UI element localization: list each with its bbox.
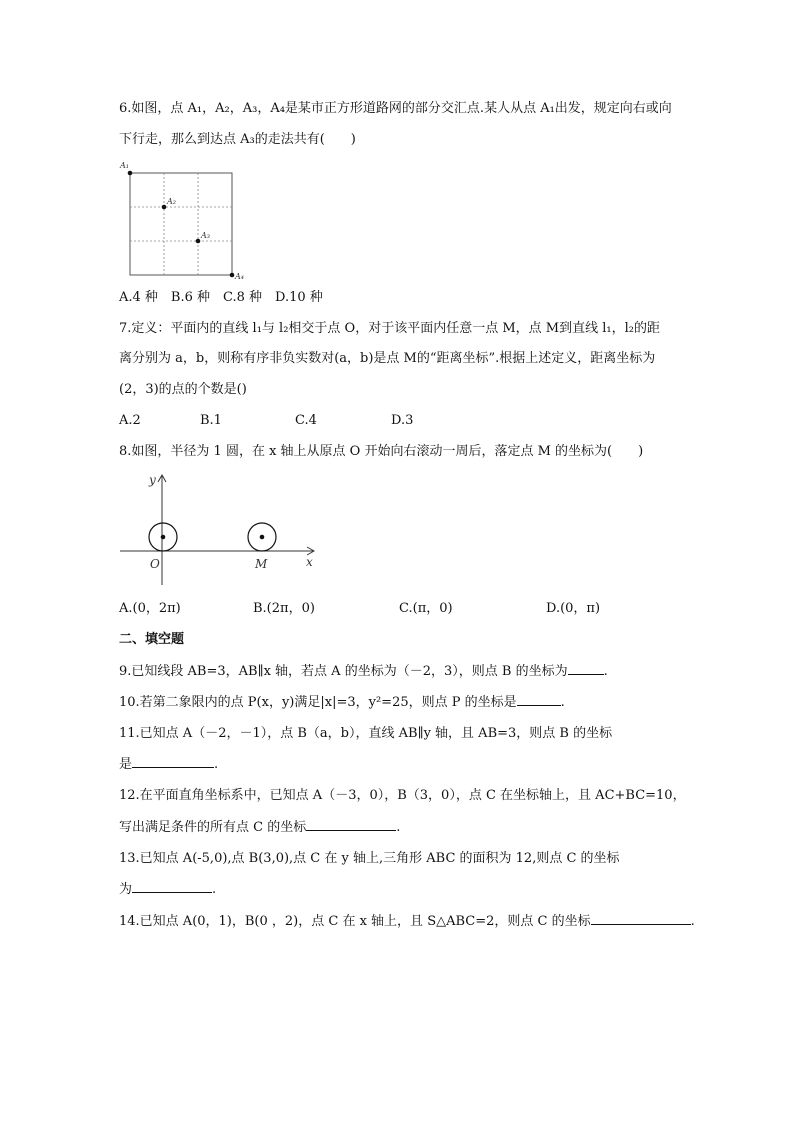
q7-option-c: C.4 <box>295 413 317 428</box>
q12-end: . <box>396 820 401 835</box>
q13-answer-blank[interactable] <box>132 880 212 893</box>
q8-circle-figure <box>115 470 325 590</box>
q9-answer-blank[interactable] <box>568 662 604 675</box>
q14-answer-blank[interactable] <box>591 912 691 925</box>
q7-line2: 离分别为 a，b，则称有序非负实数对(a，b)是点 M的“距离坐标”.根据上述定义，距离坐标为 <box>119 351 656 366</box>
grid-border <box>130 173 232 275</box>
q12-text: 写出满足条件的所有点 C 的坐标 <box>119 820 307 835</box>
q11-line2 <box>119 755 218 774</box>
q13-end: . <box>212 882 217 897</box>
circle-m-center-dot <box>260 535 265 540</box>
point-a1 <box>128 171 133 176</box>
q7-option-b: B.1 <box>200 413 222 428</box>
q7-line3: (2，3)的点的个数是() <box>119 382 247 397</box>
q7-option-a: A.2 <box>119 413 141 428</box>
q8-option-a: A.(0，2π) <box>119 601 181 616</box>
point-a3 <box>196 239 201 244</box>
q8-line1: 8.如图，半径为 1 圆，在 x 轴上从原点 O 开始向右滚动一周后，落定点 M 的坐标为( ) <box>119 444 644 459</box>
circle-center-dot <box>161 535 166 540</box>
q9-text: 9.已知线段 AB=3，AB∥x 轴，若点 A 的坐标为（－2，3），则点 B 的坐标为 <box>119 664 568 679</box>
point-a2 <box>162 205 167 210</box>
q9-line <box>119 662 608 681</box>
label-a1: A₁ <box>120 161 129 170</box>
label-y: y <box>149 473 156 487</box>
q8-option-d: D.(0，π) <box>546 601 601 616</box>
q10-text: 10.若第二象限内的点 P(x，y)满足|x|=3，y²=25，则点 P 的坐标是 <box>119 695 517 710</box>
q13-text: 为 <box>119 882 133 897</box>
q12-line2 <box>119 818 400 837</box>
q10-end: . <box>560 695 565 710</box>
q10-answer-blank[interactable] <box>517 693 561 706</box>
q14-text: 14.已知点 A(0，1)，B(0 ，2)，点 C 在 x 轴上，且 S△ABC=2，则点 C 的坐标 <box>119 914 591 929</box>
q13-line1: 13.已知点 A(-5,0),点 B(3,0),点 C 在 y 轴上,三角形 ABC 的面积为 12,则点 C 的坐标 <box>119 851 620 866</box>
q10-line <box>119 693 565 712</box>
q14-end: . <box>690 914 695 929</box>
label-x: x <box>306 555 313 569</box>
q11-answer-blank[interactable] <box>132 755 214 768</box>
q12-line1: 12.在平面直角坐标系中，已知点 A（－3，0），B（3，0），点 C 在坐标轴上，且 AC+BC=10， <box>119 788 686 803</box>
q9-end: . <box>603 664 608 679</box>
q6-options: A.4 种 B.6 种 C.8 种 D.10 种 <box>119 290 323 305</box>
q7-line1: 7.定义：平面内的直线 l₁与 l₂相交于点 O，对于该平面内任意一点 M，点 M到直线 l₁，l₂的距 <box>119 321 660 336</box>
q11-end: . <box>214 757 219 772</box>
q8-option-b: B.(2π，0) <box>253 601 315 616</box>
label-m: M <box>255 557 268 571</box>
q8-option-c: C.(π，0) <box>399 601 453 616</box>
label-o: O <box>150 557 160 571</box>
section-heading-fill-in: 二、填空题 <box>119 632 185 647</box>
q6-line2: 下行走，那么到达点 A₃的走法共有( ) <box>119 132 356 147</box>
q6-line1: 6.如图，点 A₁，A₂，A₃，A₄是某市正方形道路网的部分交汇点.某人从点 A₁出发，规定向右或向 <box>119 101 672 116</box>
label-a4: A₄ <box>235 272 244 281</box>
q11-text: 是 <box>119 757 133 772</box>
q12-answer-blank[interactable] <box>306 818 396 831</box>
label-a2: A₂ <box>167 197 176 206</box>
q11-line1: 11.已知点 A（－2，－1），点 B（a，b），直线 AB∥y 轴，且 AB=3，则点 B 的坐标 <box>119 726 613 741</box>
q7-option-d: D.3 <box>391 413 414 428</box>
q13-line2 <box>119 880 216 899</box>
q14-line <box>119 912 695 931</box>
label-a3: A₃ <box>201 231 210 240</box>
point-a4 <box>230 273 235 278</box>
q6-grid-figure <box>115 158 255 283</box>
